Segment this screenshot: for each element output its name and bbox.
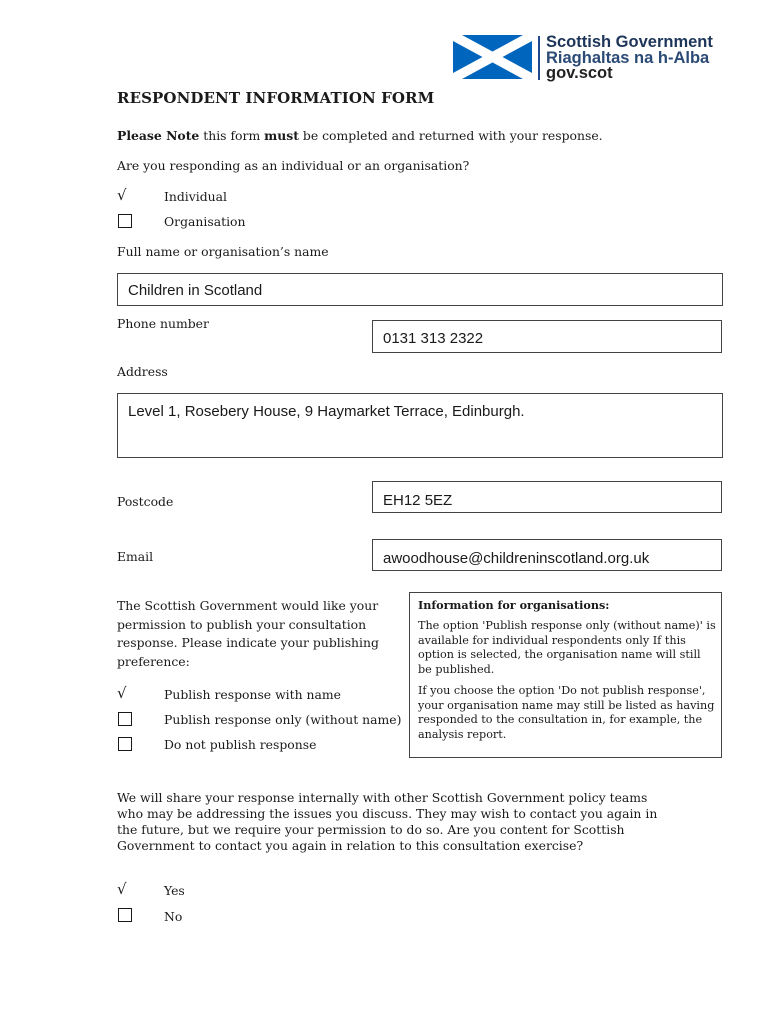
logo-text-domain: gov.scot (546, 64, 613, 82)
logo-text-english: Scottish Government (546, 33, 713, 51)
note-bold-lead: Please Note (117, 128, 200, 143)
individual-checkmark[interactable]: √ (117, 186, 127, 204)
contact-permission-text (117, 790, 657, 854)
postcode-field[interactable]: EH12 5EZ (372, 481, 722, 513)
saltire-flag-icon (453, 35, 532, 79)
organisations-info-box (409, 592, 722, 758)
address-field[interactable]: Level 1, Rosebery House, 9 Haymarket Terrace, Edinburgh. (117, 393, 723, 458)
email-field[interactable]: awoodhouse@childreninscotland.org.uk (372, 539, 722, 571)
contact-no-label: No (164, 909, 183, 924)
publishing-intro-line: The Scottish Government would like your (117, 598, 379, 613)
publish-without-name-label: Publish response only (without name) (164, 712, 402, 727)
publishing-intro-line: preference: (117, 653, 190, 669)
publish-without-name-checkbox[interactable] (118, 712, 132, 726)
publish-with-name-label: Publish response with name (164, 687, 341, 702)
contact-yes-checkmark[interactable]: √ (117, 880, 127, 898)
organisation-label: Organisation (164, 214, 246, 229)
phone-field[interactable]: 0131 313 2322 (372, 320, 722, 353)
contact-text-line: Government to contact you again in relation to this consultation exercise? (117, 838, 584, 853)
note-text-2: be completed and returned with your response. (298, 128, 603, 143)
do-not-publish-label: Do not publish response (164, 737, 317, 752)
note-text-1: this form (199, 128, 265, 143)
contact-text-line: We will share your response internally with other Scottish Government policy teams (117, 790, 648, 805)
note-bold-must: must (264, 128, 299, 143)
info-box-heading: Information for organisations: (418, 598, 610, 612)
publishing-intro-line: permission to publish your consultation (117, 616, 367, 632)
individual-label: Individual (164, 189, 227, 204)
do-not-publish-checkbox[interactable] (118, 737, 132, 751)
name-field[interactable]: Children in Scotland (117, 273, 723, 306)
publish-with-name-checkmark[interactable]: √ (117, 684, 127, 702)
email-label: Email (117, 549, 154, 564)
respondent-type-question: Are you responding as an individual or an organisation? (117, 158, 470, 173)
postcode-label: Postcode (117, 494, 174, 509)
form-note (117, 128, 603, 144)
info-box-paragraph: If you choose the option 'Do not publish response', your organisation name may still be listed as having responded to the consultation in, for example, the analysis report. (418, 684, 715, 741)
publishing-intro (117, 597, 379, 671)
contact-text-line: who may be addressing the issues you discuss. They may wish to contact you again in (117, 806, 658, 821)
info-box-paragraph: The option 'Publish response only (without name)' is available for individual respondents only If this option is selected, the organisation name will still be published. (418, 619, 716, 676)
logo-divider (538, 36, 540, 80)
address-label: Address (117, 364, 168, 379)
publishing-intro-line: response. Please indicate your publishing (117, 635, 379, 650)
name-label: Full name or organisation’s name (117, 244, 329, 259)
page-title: RESPONDENT INFORMATION FORM (117, 89, 435, 107)
phone-label: Phone number (117, 316, 209, 331)
contact-yes-label: Yes (164, 883, 185, 898)
logo-text-gaelic: Riaghaltas na h-Alba (546, 49, 710, 67)
organisation-checkbox[interactable] (118, 214, 132, 228)
contact-no-checkbox[interactable] (118, 908, 132, 922)
contact-text-line: the future, but we require your permission to do so. Are you content for Scottish (117, 822, 625, 837)
